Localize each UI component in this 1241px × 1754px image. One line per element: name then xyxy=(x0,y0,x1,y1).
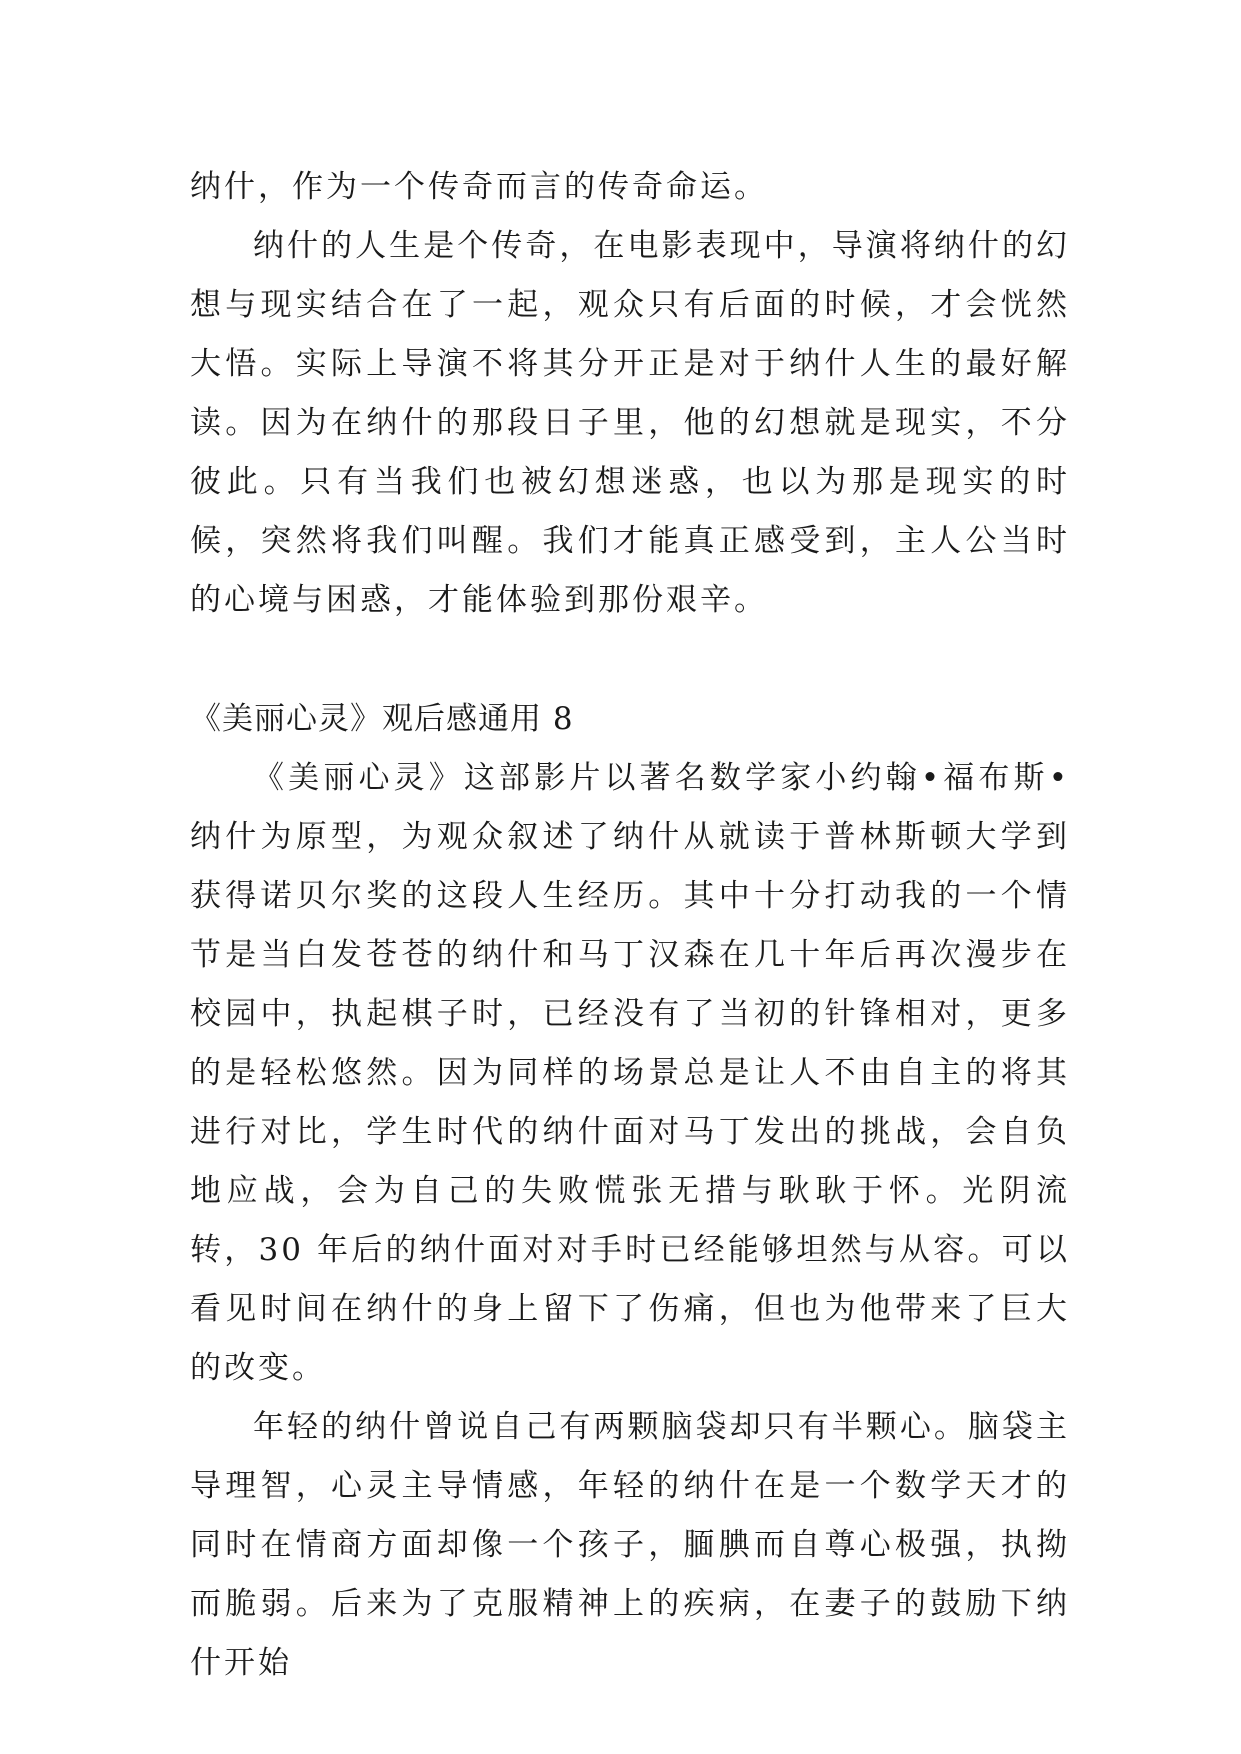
paragraph-continuation: 纳什，作为一个传奇而言的传奇命运。 xyxy=(190,169,768,205)
paragraph: 《美丽心灵》这部影片以著名数学家小约翰•福布斯•纳什为原型，为观众叙述了纳什从就读于普林斯顿大学到获得诺贝尔奖的这段人生经历。其中十分打动我的一个情节是当白发苍苍的纳什和马丁汉森在几十年后再次漫步在校园中，执起棋子时，已经没有了当初的针锋相对，更多的是轻松悠然。因为同样的场景总是让人不由自主的将其进行对比，学生时代的纳什面对马丁发出的挑战，会自负地应战，会为自己的失败慌张无措与耿耿于怀。光阴流转，30 年后的纳什面对对手时已经能够坦然与从容。可以看见时间在纳什的身上留下了伤痛，但也为他带来了巨大的改变。 xyxy=(190,760,1070,1386)
paragraph: 纳什的人生是个传奇，在电影表现中，导演将纳什的幻想与现实结合在了一起，观众只有后面的时候，才会恍然大悟。实际上导演不将其分开正是对于纳什人生的最好解读。因为在纳什的那段日子里，他的幻想就是现实，不分彼此。只有当我们也被幻想迷惑，也以为那是现实的时候，突然将我们叫醒。我们才能真正感受到，主人公当时的心境与困惑，才能体验到那份艰辛。 xyxy=(190,228,1070,618)
section-title: 《美丽心灵》观后感通用 8 xyxy=(190,701,574,737)
document-body xyxy=(190,158,1070,1693)
paragraph: 年轻的纳什曾说自己有两颗脑袋却只有半颗心。脑袋主导理智，心灵主导情感，年轻的纳什在是一个数学天才的同时在情商方面却像一个孩子，腼腆而自尊心极强，执拗而脆弱。后来为了克服精神上的疾病，在妻子的鼓励下纳什开始 xyxy=(190,1409,1070,1681)
